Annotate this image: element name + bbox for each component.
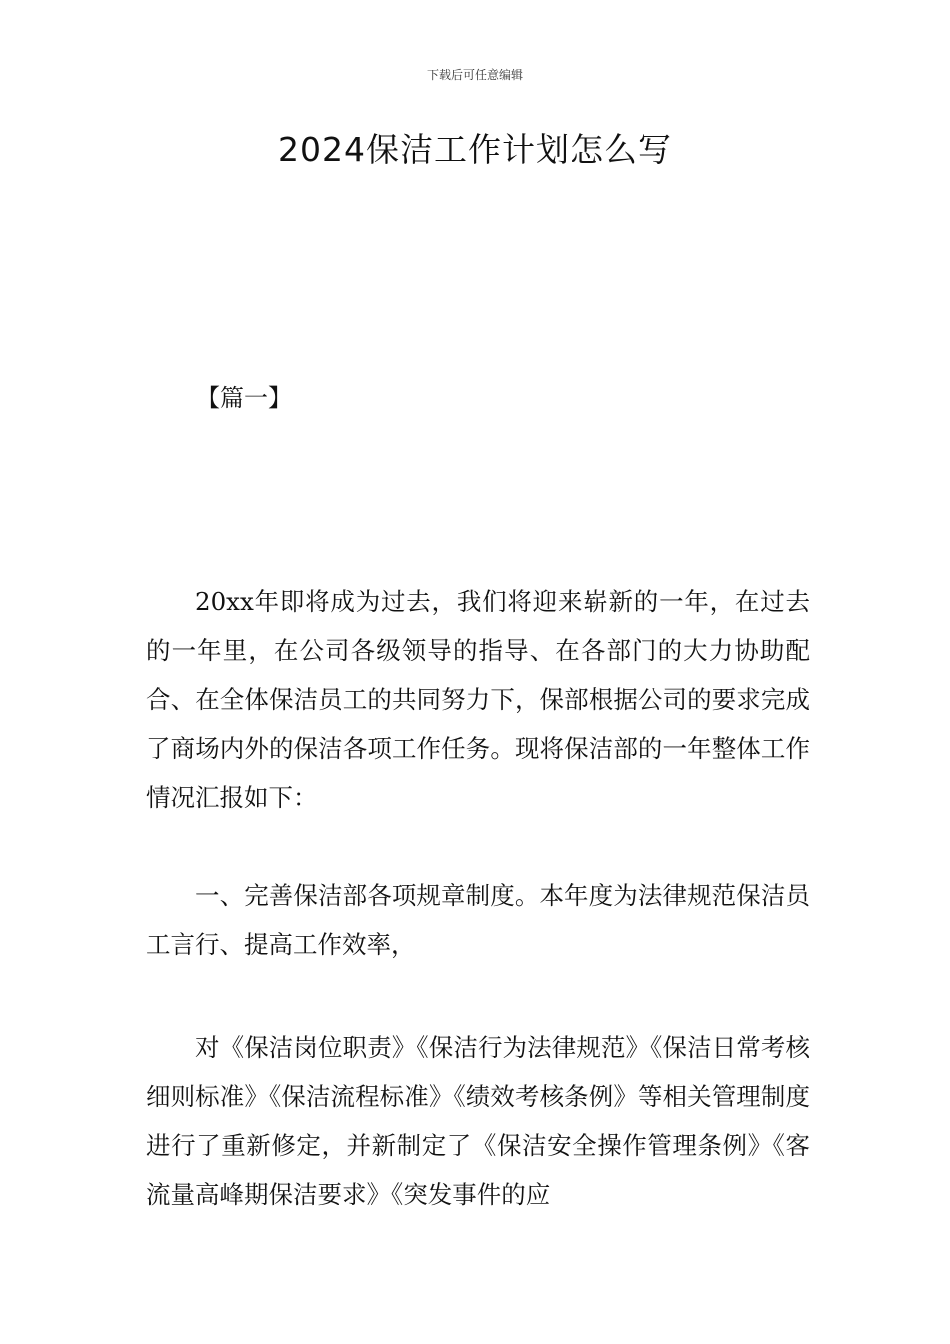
paragraph-intro: 20xx年即将成为过去，我们将迎来崭新的一年，在过去的一年里，在公司各级领导的指导、在各部门的大力协助配合、在全体保洁员工的共同努力下，保部根据公司的要求完成了商场内外的保洁各项工作任务。现将保洁部的一年整体工作情况汇报如下： <box>146 587 810 812</box>
document-title: 2024保洁工作计划怎么写 <box>278 130 672 169</box>
paragraph-regulations: 对《保洁岗位职责》《保洁行为法律规范》《保洁日常考核细则标准》《保洁流程标准》《绩效考核条例》等相关管理制度进行了重新修定，并新制定了《保洁安全操作管理条例》《客流量高峰期保洁要求》《突发事件的应 <box>146 1033 810 1209</box>
paragraph-section-one: 一、完善保洁部各项规章制度。本年度为法律规范保洁员工言行、提高工作效率， <box>146 881 810 959</box>
header-note: 下载后可任意编辑 <box>426 68 523 82</box>
section-label: 【篇一】 <box>196 384 292 412</box>
